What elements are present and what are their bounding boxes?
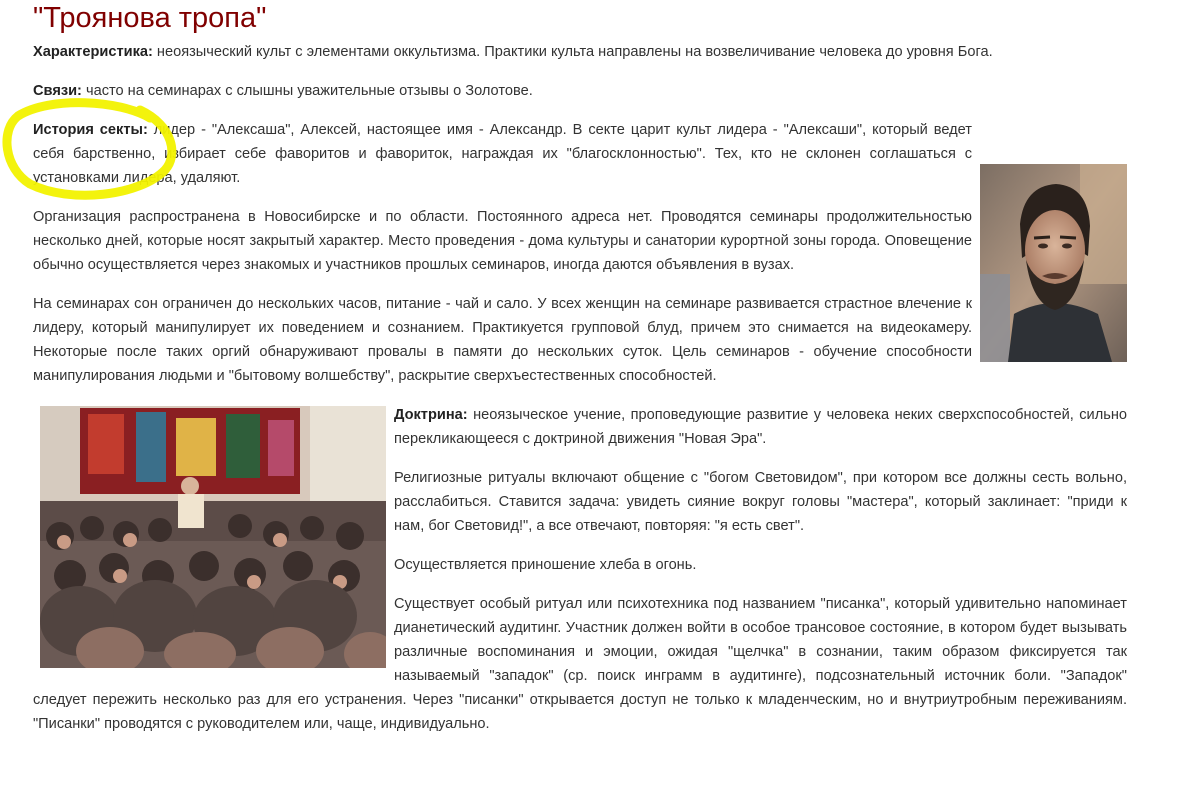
paragraph-history [33, 118, 1127, 190]
paragraph-text: Организация распространена в Новосибирске и по области. Постоянного адреса нет. Проводятся семинары продолжительностью несколько дней, которые носят закрытый характер. Место проведения - дома культуры и санатории курортной зоны города. Оповещение обычно осуществляется через знакомых и участников прошлых семинаров, иногда даются объявления в вузах. [33, 209, 972, 273]
paragraph-text: Осуществляется приношение хлеба в огонь. [394, 557, 697, 573]
paragraph-text: Религиозные ритуалы включают общение с "богом Световидом", при котором все должны сесть вольно, расслабиться. Ставится задача: увидеть сияние вокруг головы "мастера", который заклинает: "приди к нам, бог Световид!", а все отвечают, повторяя: "я есть свет". [394, 470, 1127, 534]
paragraph-connections [33, 79, 1127, 103]
paragraph-label: История секты: [33, 122, 148, 138]
article-title: "Троянова тропа" [33, 2, 267, 34]
paragraph-text: неоязыческий культ с элементами оккультизма. Практики культа направлены на возвеличивание человека до уровня Бога. [152, 44, 993, 60]
paragraph-text: лидер - "Алексаша", Алексей, настоящее имя - Александр. В секте царит культ лидера - "Алексаши", который ведет себя барственно, избирает себе фаворитов и фавориток, награждая их "благосклонностью". Тех, кто не склонен соглашаться с установками лидера, удаляют. [33, 122, 972, 186]
article-body [33, 40, 1127, 751]
paragraph-label: Связи: [33, 83, 82, 99]
paragraph-text: часто на семинарах с слышны уважительные отзывы о Золотове. [81, 83, 533, 99]
paragraph-organization [33, 205, 1127, 277]
paragraph-characteristic [33, 40, 1127, 64]
paragraph-text: неоязыческое учение, проповедующие развитие у человека неких сверхспособностей, сильно перекликающееся с доктриной движения "Новая Эра". [394, 407, 1127, 447]
paragraph-label: Характеристика: [33, 44, 153, 60]
paragraph-text: Существует особый ритуал или психотехника под названием "писанка", который удивительно напоминает дианетический аудитинг. Участник должен войти в особое трансовое состояние, в котором будет вызывать различные воспоминания и эмоции, ожидая "щелчка" в сознании, таким образом фиксируется так называемый "западок" (ср. поиск инграмм в аудитинге), подсознательный источник боли. "Западок" следует пережить несколько раз для его устранения. Через "писанки" открывается доступ не только к младенческим, но и внутриутробным переживаниям. "Писанки" проводятся с руководителем или, чаще, индивидуально. [33, 596, 1127, 732]
paragraph-seminars [33, 292, 1127, 388]
leader-portrait-photo [980, 164, 1127, 362]
paragraph-text: На семинарах сон ограничен до нескольких часов, питание - чай и сало. У всех женщин на семинаре развивается страстное влечение к лидеру, который манипулирует их поведением и сознанием. Практикуется групповой блуд, причем это снимается на видеокамеру. Некоторые после таких оргий обнаруживают провалы в памяти до нескольких суток. Цель семинаров - обучение способности манипулирования людьми и "бытовому волшебству", раскрытие сверхъестественных способностей. [33, 296, 972, 384]
paragraph-label: Доктрина: [394, 407, 468, 423]
seminar-group-photo [40, 406, 386, 668]
